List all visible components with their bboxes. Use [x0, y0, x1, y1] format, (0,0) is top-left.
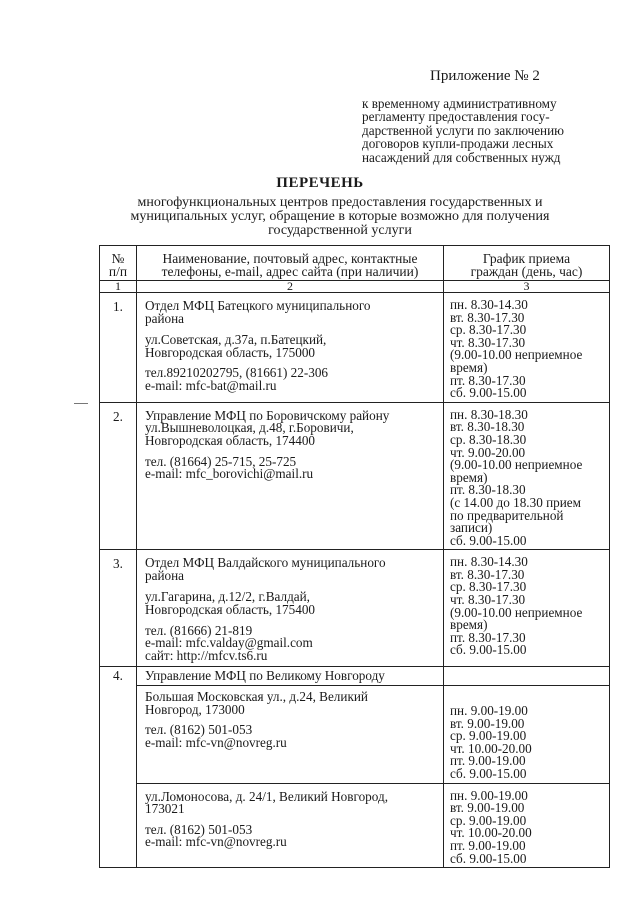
schedule: [444, 550, 610, 667]
contact-line: тел. (8162) 501-053: [145, 722, 253, 738]
subtitle-line: муниципальных услуг, обращение в которые возможно для получения: [130, 209, 550, 224]
address-line: Новгородская область, 175400: [145, 602, 316, 618]
schedule-line: пн. 8.30-14.30: [450, 554, 528, 570]
header-num-line: №: [111, 251, 125, 266]
mfc-name-line: Управление МФЦ по Великому Новгороду: [145, 668, 385, 684]
schedule-line: чт. 9.00-20.00: [450, 444, 526, 460]
subtitle-line: государственной услуги: [268, 223, 412, 238]
mfc-contacts: [145, 821, 437, 850]
schedule-line: вт. 8.30-18.30: [450, 419, 525, 435]
schedule-line: пт. 9.00-19.00: [450, 837, 526, 853]
schedule-line: по предварительной: [450, 507, 564, 523]
table-row: [100, 550, 610, 667]
index-cell: 3: [444, 281, 610, 293]
header-schedule-line: График приема: [482, 251, 571, 266]
mfc-contacts: [145, 367, 437, 392]
mfc-name-line: Отдел МФЦ Батецкого муниципального: [145, 298, 371, 313]
table-header-row: [100, 246, 610, 281]
table-row: [100, 686, 610, 784]
address-line: Новгород, 173000: [145, 701, 245, 717]
schedule-line: пн. 8.30-14.30: [450, 297, 528, 312]
regulation-line: договоров купли-продажи лесных: [362, 136, 554, 152]
mfc-name-line: Отдел МФЦ Валдайского муниципального: [145, 555, 386, 571]
table-row: [100, 293, 610, 403]
schedule-line: ср. 8.30-17.30: [450, 322, 527, 338]
schedule-line: вт. 9.00-19.00: [450, 800, 525, 816]
address-line: Новгородская область, 174400: [145, 432, 316, 448]
index-cell: 2: [137, 281, 444, 293]
schedule-line: пн. 8.30-18.30: [450, 406, 528, 422]
mfc-table: [99, 245, 610, 868]
schedule-line: пт. 8.30-17.30: [450, 629, 526, 645]
address-line: 173021: [145, 801, 185, 817]
mfc-name: [145, 300, 437, 325]
mfc-address: [145, 334, 437, 359]
contact-line: e-mail: mfc_borovichi@mail.ru: [145, 466, 314, 482]
schedule-line: ср. 8.30-18.30: [450, 431, 527, 447]
row-number: 3.: [100, 550, 137, 667]
table-row: [100, 402, 610, 550]
table-index-row: [100, 281, 610, 293]
subtitle-line: многофункциональных центров предоставления государственных и: [137, 195, 543, 210]
table-row: [100, 783, 610, 868]
header-name-line: Наименование, почтовый адрес, контактные: [162, 251, 418, 266]
mfc-contacts: [145, 453, 437, 482]
empty-cell: [444, 667, 610, 686]
header-num-line: п/п: [108, 264, 128, 279]
schedule-line: сб. 9.00-15.00: [450, 532, 527, 548]
mfc-branch: [137, 686, 444, 784]
index-cell: 1: [100, 281, 137, 293]
schedule-line: вт. 8.30-17.30: [450, 309, 525, 325]
mfc-address: [145, 691, 437, 716]
schedule-line: сб. 9.00-15.00: [450, 850, 527, 866]
row-number: 4.: [100, 667, 137, 868]
contact-line: тел. (81664) 25-715, 25-725: [145, 453, 297, 469]
mfc-info: [137, 293, 444, 403]
mfc-name: [145, 557, 437, 582]
address-line: ул.Советская, д.37а, п.Батецкий,: [145, 332, 327, 348]
contact-line: e-mail: mfc.valday@gmail.com: [145, 635, 313, 651]
mfc-address: [145, 591, 437, 616]
schedule-line: вт. 8.30-17.30: [450, 566, 525, 582]
schedule: [444, 686, 610, 784]
schedule-line: пт. 8.30-17.30: [450, 372, 526, 388]
schedule-line: записи): [450, 520, 493, 536]
mfc-address: [145, 788, 437, 817]
mfc-info: [137, 402, 444, 550]
schedule-line: (9.00-10.00 неприемное: [450, 604, 583, 620]
header-name: [137, 246, 444, 281]
document-title: ПЕРЕЧЕНЬ: [276, 175, 364, 191]
schedule-line: пн. 9.00-19.00: [450, 703, 528, 719]
regulation-line: к временному административному: [362, 96, 557, 111]
schedule-line: пт. 9.00-19.00: [450, 753, 526, 769]
schedule-line: время): [450, 359, 488, 375]
address-line: ул.Вышневолоцкая, д.48, г.Боровичи,: [145, 420, 354, 436]
header-schedule-line: граждан (день, час): [470, 264, 583, 279]
contact-line: тел.89210202795, (81661) 22-306: [145, 365, 329, 381]
row-number: 2.: [100, 402, 137, 550]
address-line: Новгородская область, 175000: [145, 344, 316, 360]
schedule: [444, 402, 610, 550]
table-row: [100, 667, 610, 686]
regulation-line: насаждений для собственных нужд: [362, 149, 561, 165]
schedule-line: вт. 9.00-19.00: [450, 715, 525, 731]
document-subtitle: [95, 196, 585, 238]
contact-line: e-mail: mfc-bat@mail.ru: [145, 377, 277, 393]
contact-line: e-mail: mfc-vn@novreg.ru: [145, 734, 287, 750]
mfc-name-line: района: [145, 567, 185, 583]
contact-line: тел. (81666) 21-819: [145, 622, 253, 638]
mfc-name-line: Управление МФЦ по Боровичскому району: [145, 407, 390, 423]
address-line: ул.Гагарина, д.12/2, г.Валдай,: [145, 589, 310, 605]
address-line: ул.Ломоносова, д. 24/1, Великий Новгород,: [145, 788, 388, 804]
schedule-line: (9.00-10.00 неприемное: [450, 347, 583, 363]
schedule-line: чт. 10.00-20.00: [450, 825, 532, 841]
schedule-line: время): [450, 617, 488, 633]
schedule-line: чт. 8.30-17.30: [450, 334, 526, 350]
schedule-line: ср. 9.00-19.00: [450, 728, 527, 744]
header-schedule: [444, 246, 610, 281]
contact-line: сайт: http://mfcv.ts6.ru: [145, 647, 268, 663]
regulation-reference: [362, 97, 612, 164]
mfc-address: [145, 422, 437, 447]
schedule-line: сб. 9.00-15.00: [450, 385, 527, 401]
schedule-line: время): [450, 469, 488, 485]
schedule: [444, 783, 610, 868]
schedule: [444, 293, 610, 403]
regulation-line: регламенту предоставления госу-: [362, 109, 550, 125]
appendix-label: Приложение № 2: [430, 68, 540, 84]
mfc-name: [137, 667, 444, 686]
mfc-name-line: района: [145, 310, 185, 326]
header-name-line: телефоны, e-mail, адрес сайта (при наличии): [161, 264, 419, 279]
contact-line: тел. (8162) 501-053: [145, 821, 253, 837]
address-line: Большая Московская ул., д.24, Великий: [145, 689, 368, 705]
schedule-line: сб. 9.00-15.00: [450, 766, 527, 781]
schedule-line: (с 14.00 до 18.30 прием: [450, 494, 581, 510]
schedule-line: чт. 8.30-17.30: [450, 592, 526, 608]
mfc-contacts: [145, 622, 437, 663]
schedule-line: ср. 9.00-19.00: [450, 812, 527, 828]
header-num: [100, 246, 137, 281]
schedule-line: (9.00-10.00 неприемное: [450, 457, 583, 473]
schedule-line: пт. 8.30-18.30: [450, 482, 526, 498]
schedule-line: ср. 8.30-17.30: [450, 579, 527, 595]
schedule-line: сб. 9.00-15.00: [450, 642, 527, 658]
regulation-line: дарственной услуги по заключению: [362, 122, 565, 138]
mfc-contacts: [145, 724, 437, 749]
schedule-line: чт. 10.00-20.00: [450, 740, 532, 756]
mfc-info: [137, 550, 444, 667]
schedule-line: пн. 9.00-19.00: [450, 787, 528, 803]
contact-line: e-mail: mfc-vn@novreg.ru: [145, 834, 287, 850]
row-number: 1.: [100, 293, 137, 403]
mfc-branch: [137, 783, 444, 868]
margin-mark: [74, 403, 88, 404]
